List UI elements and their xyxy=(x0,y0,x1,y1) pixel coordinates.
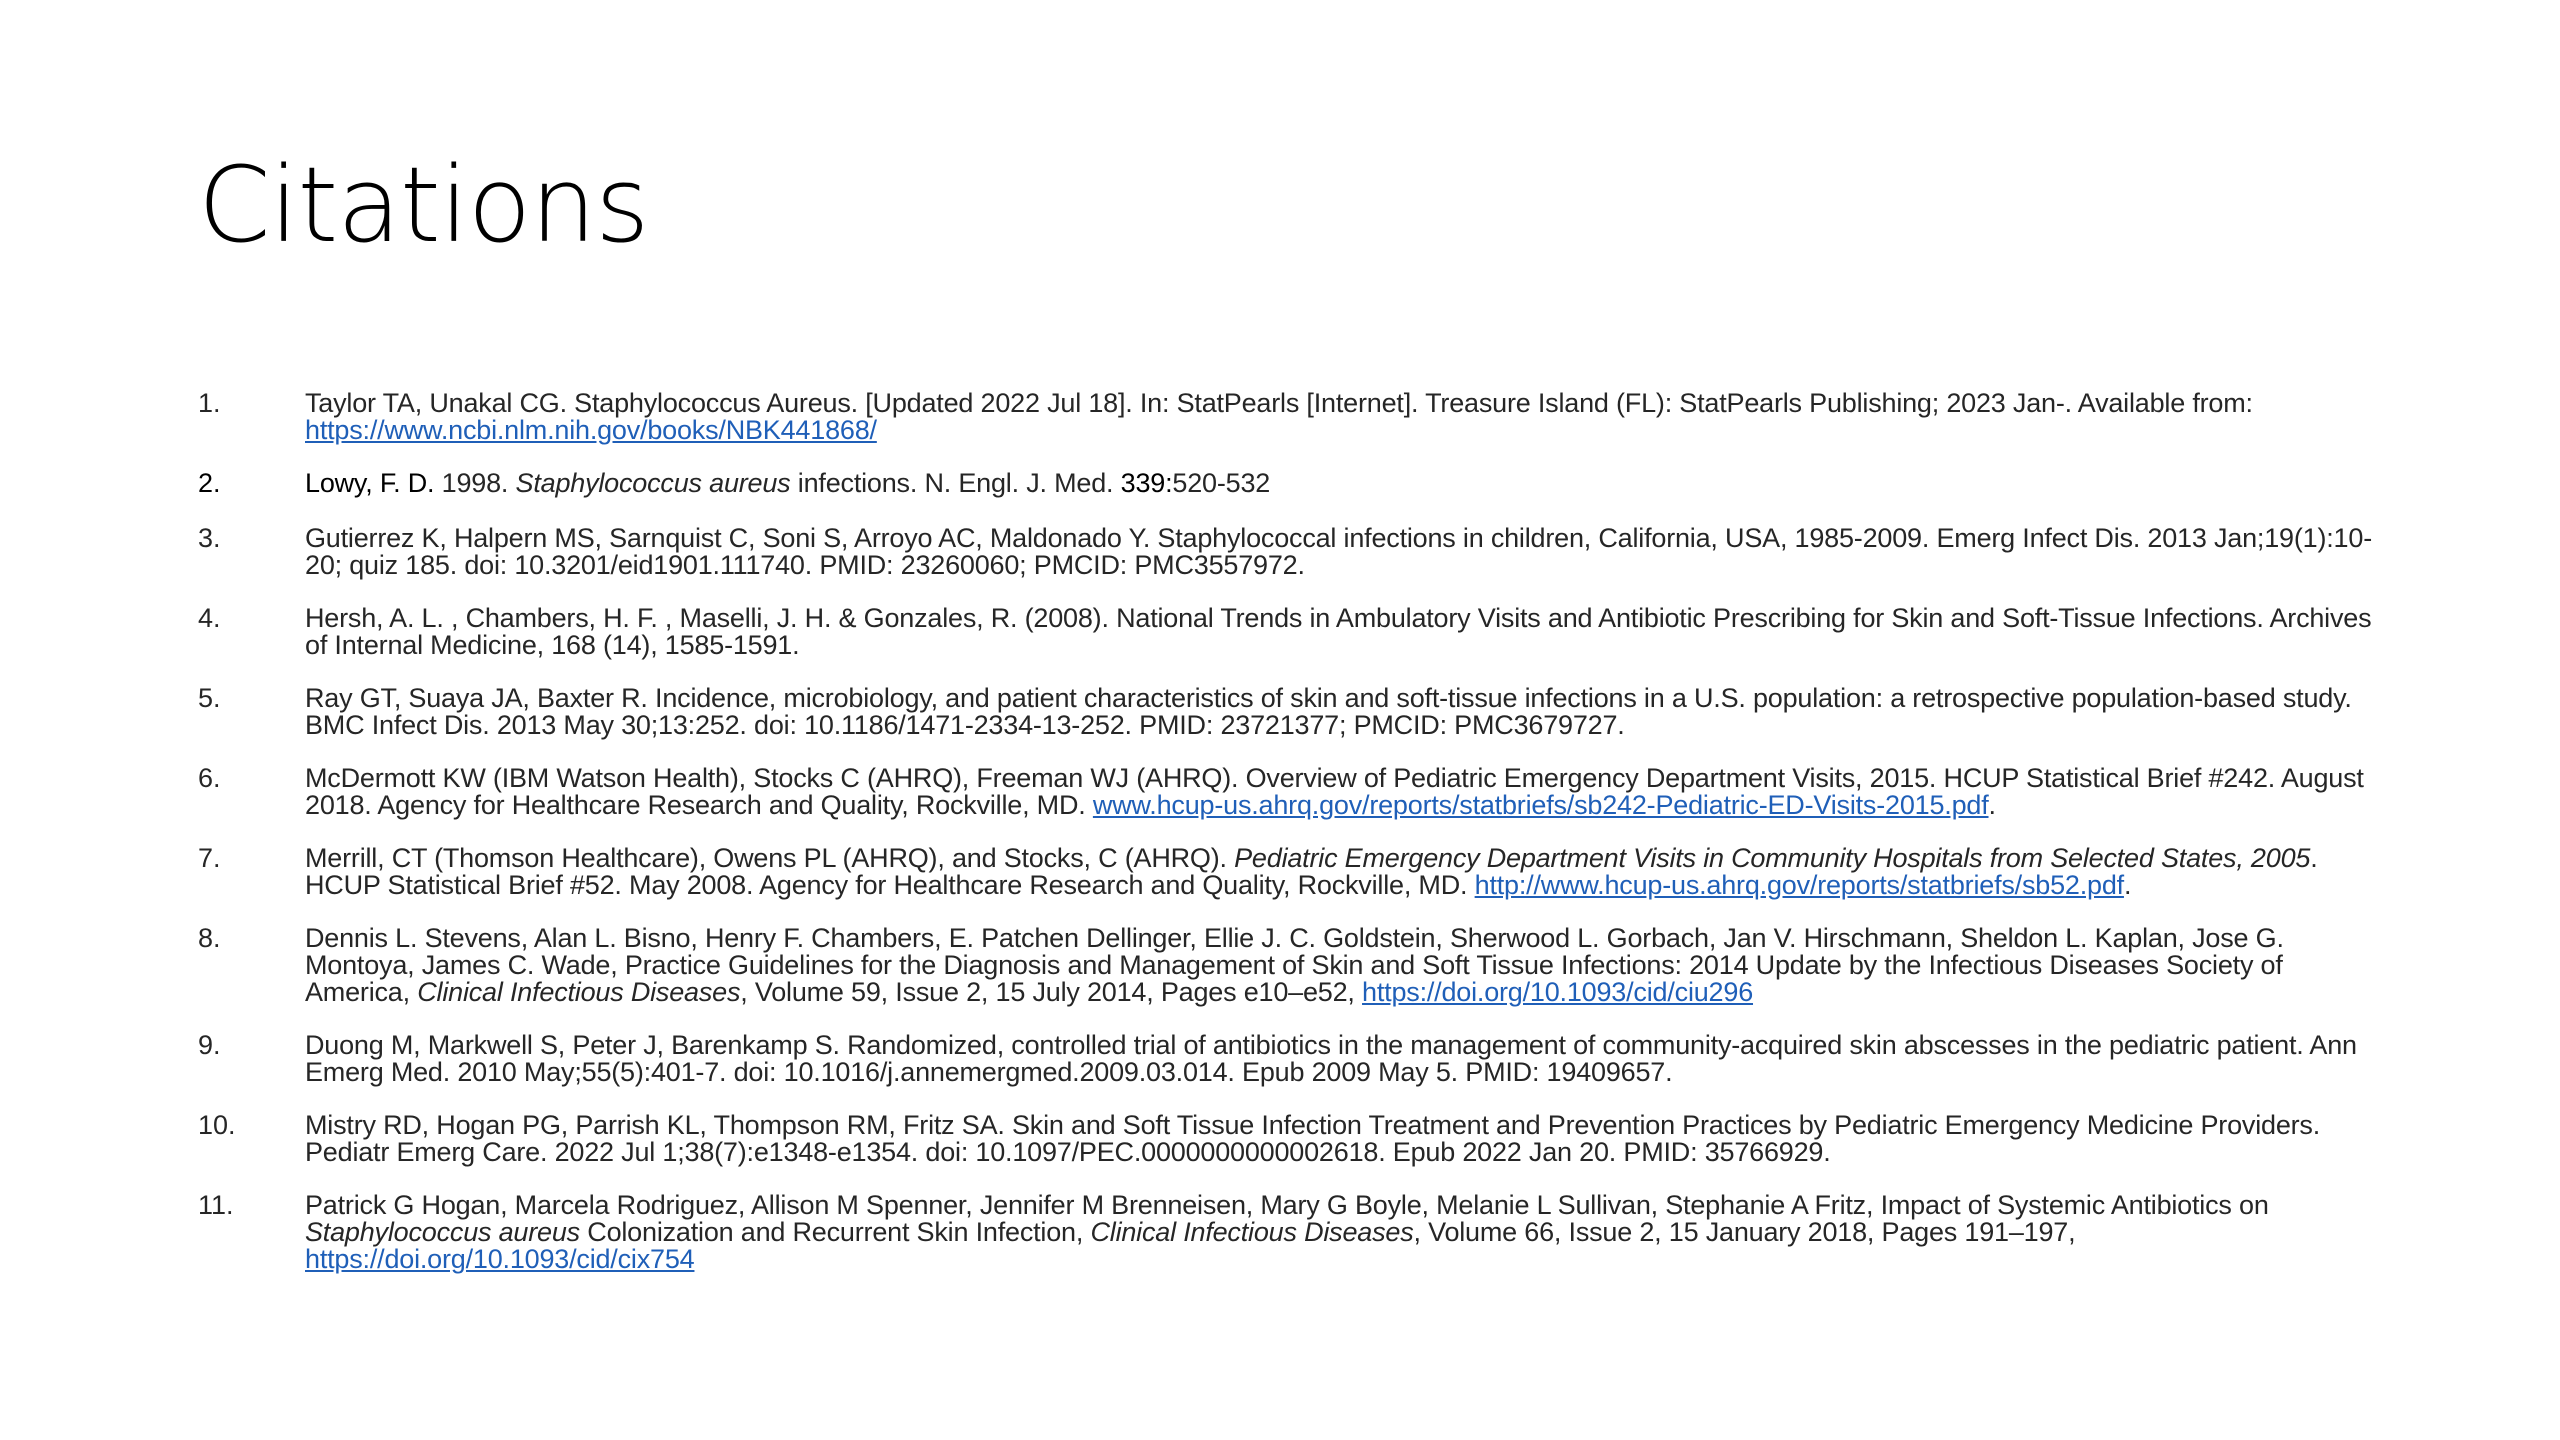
citation-text xyxy=(305,390,2378,444)
citation-1 xyxy=(198,390,2378,444)
slide-title: Citations xyxy=(198,144,649,266)
citation-11 xyxy=(198,1192,2378,1273)
citation-italic-journal: Clinical Infectious Diseases xyxy=(1090,1217,1414,1247)
citation-number: 4. xyxy=(198,603,221,633)
citation-middle: Colonization and Recurrent Skin Infection, xyxy=(579,1217,1091,1247)
citation-5 xyxy=(198,685,2378,739)
citation-10 xyxy=(198,1112,2378,1166)
citation-text: Ray GT, Suaya JA, Baxter R. Incidence, microbiology, and patient characteristics of skin and soft-tissue infections in a U.S. population: a retrospective population-based study. BMC Infect Dis. 2013 May 30;13:252. doi: 10.1186/1471-2334-13-252. PMID: 23721377; PMCID: PMC3679727. xyxy=(305,683,2352,740)
citation-text xyxy=(305,765,2378,819)
citation-rest: infections. N. Engl. J. Med. xyxy=(790,468,1121,498)
citation-number: 5. xyxy=(198,683,221,713)
citation-pages: 520-532 xyxy=(1172,468,1271,498)
citation-number: 2. xyxy=(198,468,221,498)
citation-text xyxy=(305,845,2378,899)
citation-7 xyxy=(198,845,2378,899)
citation-number: 1. xyxy=(198,388,221,418)
citation-rest: , Volume 59, Issue 2, 15 July 2014, Pages e10–e52, xyxy=(740,977,1363,1007)
citation-link[interactable]: www.hcup-us.ahrq.gov/reports/statbriefs/sb242-Pediatric-ED-Visits-2015.pdf xyxy=(1092,790,1989,820)
citation-number: 11. xyxy=(198,1190,234,1220)
citation-list xyxy=(198,390,2378,1299)
citation-italic-journal: Clinical Infectious Diseases xyxy=(417,977,741,1007)
citation-text: Duong M, Markwell S, Peter J, Barenkamp S. Randomized, controlled trial of antibiotics in the management of community-acquired skin abscesses in the pediatric patient. Ann Emerg Med. 2010 May;55(5):401-7. doi: 10.1016/j.annemergmed.2009.03.014. Epub 2009 May 5. PMID: 19409657. xyxy=(305,1030,2357,1087)
citation-link[interactable]: https://doi.org/10.1093/cid/cix754 xyxy=(305,1244,695,1274)
citation-text: Gutierrez K, Halpern MS, Sarnquist C, Soni S, Arroyo AC, Maldonado Y. Staphylococcal infections in children, California, USA, 1985-2009. Emerg Infect Dis. 2013 Jan;19(1):10-20; quiz 185. doi: 10.3201/eid1901.111740. PMID: 23260060; PMCID: PMC3557972. xyxy=(305,523,2372,580)
citation-text: Hersh, A. L. , Chambers, H. F. , Maselli, J. H. & Gonzales, R. (2008). National Trends in Ambulatory Visits and Antibiotic Prescribing for Skin and Soft-Tissue Infections. Archives of Internal Medicine, 168 (14), 1585-1591. xyxy=(305,603,2372,660)
citation-body: Taylor TA, Unakal CG. Staphylococcus Aureus. [Updated 2022 Jul 18]. In: StatPearls [Internet]. Treasure Island (FL): StatPearls Publishing; 2023 Jan-. Available from: xyxy=(305,388,2253,418)
citation-author: Lowy, F. D. xyxy=(305,468,435,498)
citation-number: 3. xyxy=(198,523,221,553)
citation-3 xyxy=(198,525,2378,579)
citation-6 xyxy=(198,765,2378,819)
citation-link[interactable]: https://doi.org/10.1093/cid/ciu296 xyxy=(1362,977,1754,1007)
citation-before: Patrick G Hogan, Marcela Rodriguez, Allison M Spenner, Jennifer M Brenneisen, Mary G Boyle, Melanie L Sullivan, Stephanie A Fritz, Impact of Systemic Antibiotics on xyxy=(305,1190,2269,1220)
citation-after: . xyxy=(1988,790,1996,820)
citation-rest: , Volume 66, Issue 2, 15 January 2018, Pages 191–197, xyxy=(1413,1217,2076,1247)
citation-text xyxy=(305,925,2378,1006)
citation-number: 9. xyxy=(198,1030,221,1060)
citation-text xyxy=(305,1192,2378,1273)
citation-9 xyxy=(198,1032,2378,1086)
citation-before: Dennis L. Stevens, Alan L. Bisno, Henry F. Chambers, E. Patchen Dellinger, Ellie J. C. Goldstein, Sherwood L. Gorbach, Jan V. Hirschmann, Sheldon L. Kaplan, Jose G. Montoya, James C. Wade, Practice Guidelines for the Diagnosis and Management of Skin and Soft Tissue Infections: 2014 Update by the Infectious Diseases Society of America, xyxy=(305,923,2284,1007)
citation-text xyxy=(305,470,2378,497)
citation-link[interactable]: https://www.ncbi.nlm.nih.gov/books/NBK441868/ xyxy=(305,415,877,445)
citation-rest: . HCUP Statistical Brief #52. May 2008. Agency for Healthcare Research and Quality, Rockville, MD. xyxy=(305,843,2318,900)
citation-8 xyxy=(198,925,2378,1006)
citation-number: 6. xyxy=(198,763,221,793)
citation-italic-title: Pediatric Emergency Department Visits in Community Hospitals from Selected States, 2005 xyxy=(1234,843,2311,873)
citation-2 xyxy=(198,470,2378,497)
citation-after: . xyxy=(2123,870,2132,900)
citation-year: 1998. xyxy=(434,468,516,498)
citation-number: 10. xyxy=(198,1110,236,1140)
citation-italic-title: Staphylococcus aureus xyxy=(305,1217,580,1247)
citation-text: Mistry RD, Hogan PG, Parrish KL, Thompson RM, Fritz SA. Skin and Soft Tissue Infection Treatment and Prevention Practices by Pediatric Emergency Medicine Providers. Pediatr Emerg Care. 2022 Jul 1;38(7):e1348-e1354. doi: 10.1097/PEC.0000000000002618. Epub 2022 Jan 20. PMID: 35766929. xyxy=(305,1110,2321,1167)
citation-link[interactable]: http://www.hcup-us.ahrq.gov/reports/statbriefs/sb52.pdf xyxy=(1474,870,2124,900)
citation-italic-title: Staphylococcus aureus xyxy=(515,468,791,498)
citation-number: 7. xyxy=(198,843,221,873)
citation-number: 8. xyxy=(198,923,221,953)
citation-body: McDermott KW (IBM Watson Health), Stocks C (AHRQ), Freeman WJ (AHRQ). Overview of Pediatric Emergency Department Visits, 2015. HCUP Statistical Brief #242. August 2018. Agency for Healthcare Research and Quality, Rockville, MD. xyxy=(305,763,2364,820)
citation-4 xyxy=(198,605,2378,659)
citation-volume: 339: xyxy=(1120,468,1173,498)
citation-before: Merrill, CT (Thomson Healthcare), Owens PL (AHRQ), and Stocks, C (AHRQ). xyxy=(305,843,1235,873)
